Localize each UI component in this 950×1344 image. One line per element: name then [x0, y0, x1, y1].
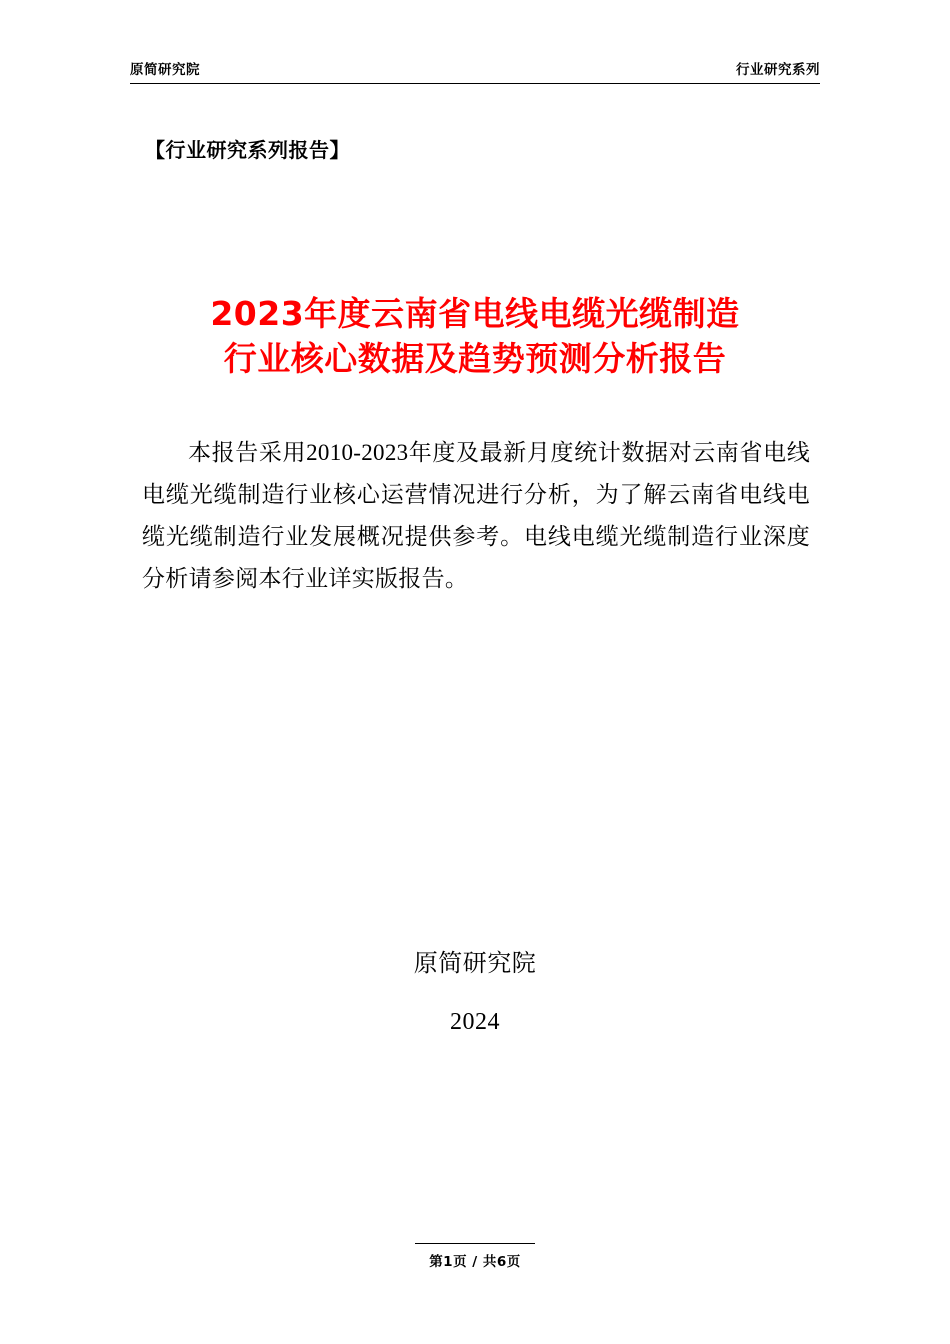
- signature-organization: 原简研究院: [413, 951, 537, 977]
- report-abstract: 本报告采用2010-2023年度及最新月度统计数据对云南省电线电缆光缆制造行业核心运营情况进行分析，为了解云南省电线电缆光缆制造行业发展概况提供参考。电线电缆光缆制造行业深度分析请参阅本行业详实版报告。: [142, 440, 810, 591]
- page-footer: [130, 1243, 820, 1271]
- header-series-name: 行业研究系列: [736, 62, 820, 78]
- signature-year: 2024: [450, 1008, 500, 1035]
- report-title-line-1: 2023年度云南省电线电缆光缆制造: [210, 294, 740, 333]
- page-number: 第1页 / 共6页: [415, 1243, 535, 1270]
- header-institute-name: 原简研究院: [130, 62, 200, 78]
- report-series-label: 【行业研究系列报告】: [145, 138, 350, 162]
- report-title: [130, 292, 820, 382]
- report-signature: [130, 950, 820, 1036]
- page-header: [130, 62, 820, 84]
- report-title-line-2: 行业核心数据及趋势预测分析报告: [223, 338, 727, 378]
